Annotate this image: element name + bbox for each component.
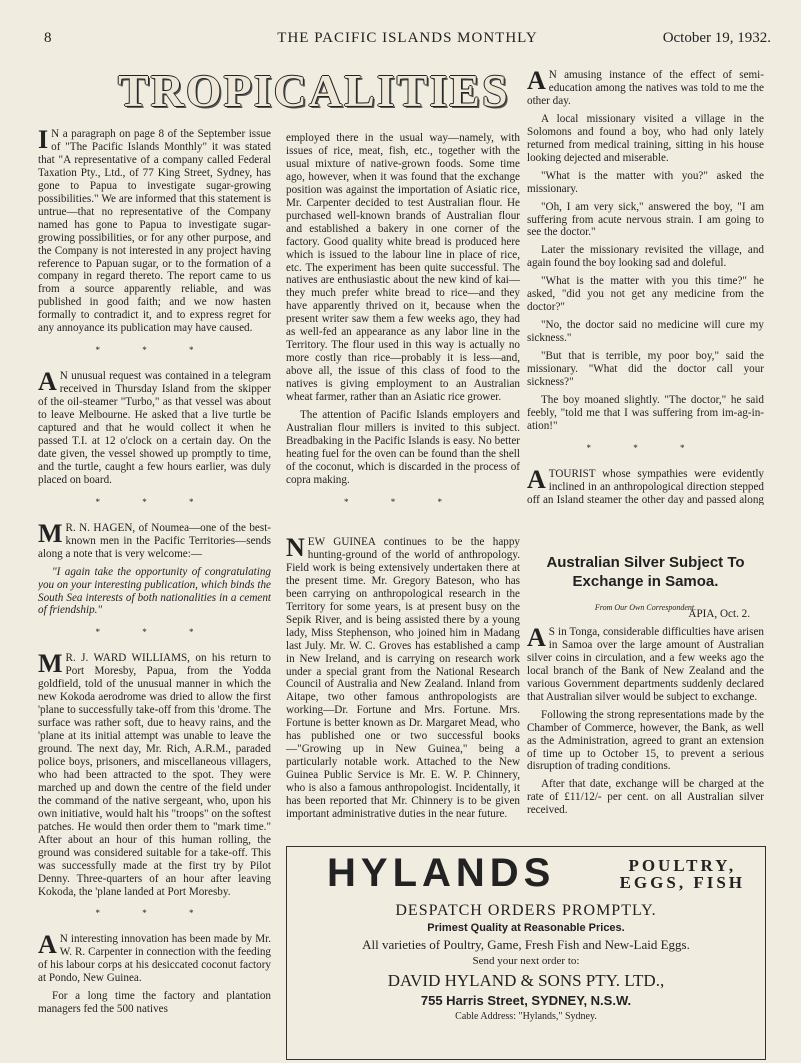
article-text: TOURIST whose sympathies were evidently inclined in an anthropological direction stepped off an Island steamer the other day and passed along bbox=[527, 467, 764, 505]
article-text: EW GUINEA continues to be the happy hunting-ground of the world of anthropology. Field work is being extensively undertaken there at the present time. Mr. Gregory Bateson, who has been carrying on anthropological research in the Territory for some years, is at present busy on the Sepik River, and is being assisted there by a young lady, Miss Stephenson, who joined him in Madang last July. Mr. W. C. Groves has established a camp in New Ireland, and is carrying on research work under a special grant from the National Research Council of Australia and New Zealand. Inland from Aitape, two other famous anthropologists are working—Dr. Fortune and Mrs. Fortune. Mrs. Fortune is better known as Dr. Margaret Mead, who has published one or two successful books—"Growing up in New Guinea," being a particularly notable work. Attached to the New Guinea Public Service is Mr. E. W. P. Chinnery, who is also a famous anthropologist. Incidentally, it has been reported that Mr. Chinnery is to be given important administrative duties in the near future. bbox=[286, 536, 520, 821]
section-divider: * * * bbox=[586, 442, 705, 453]
article-kokoda-aerodrome bbox=[38, 649, 271, 898]
drop-cap: A bbox=[527, 464, 546, 494]
hylands-advertisement bbox=[286, 846, 766, 1060]
drop-cap: A bbox=[527, 69, 546, 95]
column-2-top bbox=[286, 132, 520, 512]
section-divider: * * * bbox=[95, 908, 214, 919]
drop-cap: A bbox=[38, 930, 57, 960]
ad-products-line: EGGS, FISH bbox=[619, 873, 745, 892]
article-paragraph: "No, the doctor said no medicine will cure my sickness." bbox=[527, 319, 764, 345]
article-paragraph: "But that is terrible, my poor boy," said the missionary. "What did the doctor call your sickness?" bbox=[527, 350, 764, 389]
ad-products-line: POULTRY, bbox=[628, 856, 737, 875]
article-hagen-note bbox=[38, 518, 271, 561]
samoa-subheading: Australian Silver Subject To Exchange in Samoa. bbox=[546, 554, 745, 590]
article-text: N interesting innovation has been made by Mr. W. R. Carpenter in connection with the feeding of his labour corps at his desiccated coconut factory at Pondo, New Guinea. bbox=[38, 933, 271, 985]
article-paragraph: Following the strong representations made by the Chamber of Commerce, however, the Bank, as well as the Administration, agreed to grant an extension of time up to October 15, to prevent a serious disruption of trading conditions. bbox=[527, 708, 764, 773]
ad-varieties-line: All varieties of Poultry, Game, Fresh Fish and New-Laid Eggs. bbox=[362, 937, 690, 952]
article-samoa-silver bbox=[527, 622, 764, 704]
column-2-bottom bbox=[286, 536, 520, 840]
article-text: N amusing instance of the effect of semi-education among the natives was told to me the other day. bbox=[527, 69, 764, 107]
issue-date: October 19, 1932. bbox=[662, 30, 771, 46]
ad-address: 755 Harris Street, SYDNEY, N.S.W. bbox=[420, 993, 632, 1008]
article-text: N unusual request was contained in a telegram received in Thursday Island from the skipper of the oil-steamer "Turbo," as that vessel was about to leave Melbourne. He asked that a live turtle be captured and that he would collect it when he passed T.I. at 12 o'clock on a certain day. On the date given, the vessel showed up promptly to time, and the turtle, caught a few hours earlier, was duly placed on board. bbox=[38, 370, 271, 486]
article-text: R. J. WARD WILLIAMS, on his return to Port Moresby, Papua, from the Yodda goldfield, told of the unusual manner in which the new Kokoda aerodrome was dried to allow the first 'plane to successfully take-off from this 'drome. The surface was rather soft, due to heavy rains, and the 'plane at its initial attempt was unable to leave the ground. The next day, Mr. Rich, A.R.M., paraded police boys, prisoners, and miscellaneous villagers, who had been attracted to the spot. They were marched up and down the centre of the field under the command of the native sergeant, who, upon his own initiative, would halt his "troops" on the softest patches. He would then order them to "mark time." After about an hour of this human rolling, the ground was considered suitable for a take-off. This was successfully made at the first try by Pilot Denny. Three-quarters of an hour after leaving Kokoda, the 'plane landed at Port Moresby. bbox=[38, 652, 271, 898]
section-title: TROPICALITIES bbox=[118, 65, 510, 116]
section-divider: * * * bbox=[344, 496, 462, 507]
article-paragraph: The attention of Pacific Islands employers and Australian flour millers is invited to this subject. Breadbaking in the Pacific Islands is easy. No better heating fuel for the oven can be found than the shell of the coconut, which is discarded in the process of copra making. bbox=[286, 409, 520, 486]
ad-cable-address: Cable Address: "Hylands," Sydney. bbox=[455, 1011, 597, 1022]
column-3-top bbox=[527, 69, 764, 505]
article-text: N a paragraph on page 8 of the September issue of "The Pacific Islands Monthly" it was stated that "A representative of a company called Federal Taxation Pty., Ltd., of 77 King Street, Sydney, has gone to Papua to investigate sugar-growing possibilities." We are informed that this statement is untrue—that no representative of the Company named has gone to Papua to investigate sugar-growing possibilities, or for any other purpose, and the Company is not interested in any project having reference to Papuan sugar, or to the formation of a company in regard thereto. The report came to us from a source apparently reliable, and was published in good faith; and we now hasten formally to contradict it, and to express regret for any annoyance its publication may have caused. bbox=[38, 128, 271, 335]
drop-cap: I bbox=[38, 128, 49, 154]
page-number: 8 bbox=[44, 30, 52, 46]
article-paragraph: "What is the matter with you?" asked the missionary. bbox=[527, 169, 764, 195]
dateline: APIA, Oct. 2. bbox=[688, 608, 750, 620]
drop-cap: M bbox=[38, 649, 63, 679]
drop-cap: A bbox=[38, 367, 57, 397]
section-divider: * * * bbox=[95, 627, 214, 638]
magazine-title: THE PACIFIC ISLANDS MONTHLY bbox=[277, 30, 538, 46]
article-text: R. N. HAGEN, of Noumea—one of the best-known men in the Pacific Territories—sends along a note that is very welcome:— bbox=[38, 521, 271, 560]
ad-products bbox=[620, 857, 745, 891]
article-semi-education bbox=[527, 69, 764, 108]
section-divider: * * * bbox=[95, 496, 214, 507]
correspondent-line: From Our Own Correspondent. bbox=[594, 603, 697, 612]
ad-send-order-line: Send your next order to: bbox=[472, 955, 580, 967]
page-header bbox=[44, 30, 771, 52]
column-1 bbox=[38, 128, 271, 1060]
article-taxation-correction bbox=[38, 128, 271, 335]
ad-despatch-line: DESPATCH ORDERS PROMPTLY. bbox=[395, 902, 657, 919]
article-paragraph: For a long time the factory and plantation managers fed the 500 natives bbox=[38, 990, 271, 1016]
article-paragraph: "What is the matter with you this time?" he asked, "did you not get any medicine from the doctor?" bbox=[527, 275, 764, 314]
drop-cap: A bbox=[527, 622, 546, 652]
article-text: S in Tonga, considerable difficulties have arisen in Samoa over the large amount of Australian silver coins in circulation, and a few weeks ago the local branch of the Bank of New Zealand and the various Government departments suddenly declared that Australian silver would be subject to exchange. bbox=[527, 625, 764, 703]
article-paragraph: Later the missionary revisited the village, and again found the boy looking sad and doleful. bbox=[527, 244, 764, 270]
article-new-guinea-anthropology bbox=[286, 536, 520, 821]
column-3-bottom bbox=[527, 608, 764, 858]
drop-cap: M bbox=[38, 518, 63, 548]
article-paragraph: employed there in the usual way—namely, with issues of rice, meat, fish, etc., together with the usual mixture of native-grown foods. Some time ago, however, when it was found that the exchange position was against the importation of Asiatic rice, Mr. Carpenter decided to test Australian flour. He purchased well-known brands of Australian flour and established a bakery in one corner of the factory. Good quality white bread is produced here which is issued to the labour line in place of rice, etc. The experiment has been quite successful. The natives are enthusiastic about the new kind of kai—they much prefer white bread to rice—and they have apparently thrived on it, because when the present writer saw them a few weeks ago, they had as well-fed an appearance as any labor line in the Territory. The flour used in this way is actually no more costly than rice—probably it is less—and, above all, the issue of this class of food to the natives is giving employment to an Australian wheat farmer, rather than an Asiatic rice grower. bbox=[286, 132, 520, 404]
drop-cap: N bbox=[286, 536, 305, 562]
ad-quality-line: Primest Quality at Reasonable Prices. bbox=[427, 922, 625, 934]
hagen-quote: "I again take the opportunity of congratulating you on your interesting publication, which binds the South Sea interests of both nationalities in a cement of friendship." bbox=[38, 565, 271, 617]
article-paragraph: A local missionary visited a village in the Solomons and found a boy, who had only lately returned from medical training, sitting in his house looking dejected and miserable. bbox=[527, 112, 764, 164]
article-paragraph: After that date, exchange will be charged at the rate of £11/12/- per cent. on all Australian silver received. bbox=[527, 778, 764, 817]
article-carpenter-innovation bbox=[38, 930, 271, 985]
article-tourist bbox=[527, 464, 764, 505]
ad-company-name: DAVID HYLAND & SONS PTY. LTD., bbox=[387, 971, 665, 990]
section-divider: * * * bbox=[95, 345, 214, 356]
ad-brand: HYLANDS bbox=[327, 851, 556, 895]
article-paragraph: "Oh, I am very sick," answered the boy, "I am suffering from acute nervous strain. I am going to see the doctor." bbox=[527, 200, 764, 239]
article-paragraph: The boy moaned slightly. "The doctor," he said feebly, "told me that I was suffering from im-ag-in-ation!" bbox=[527, 393, 764, 432]
article-turtle-request bbox=[38, 367, 271, 487]
